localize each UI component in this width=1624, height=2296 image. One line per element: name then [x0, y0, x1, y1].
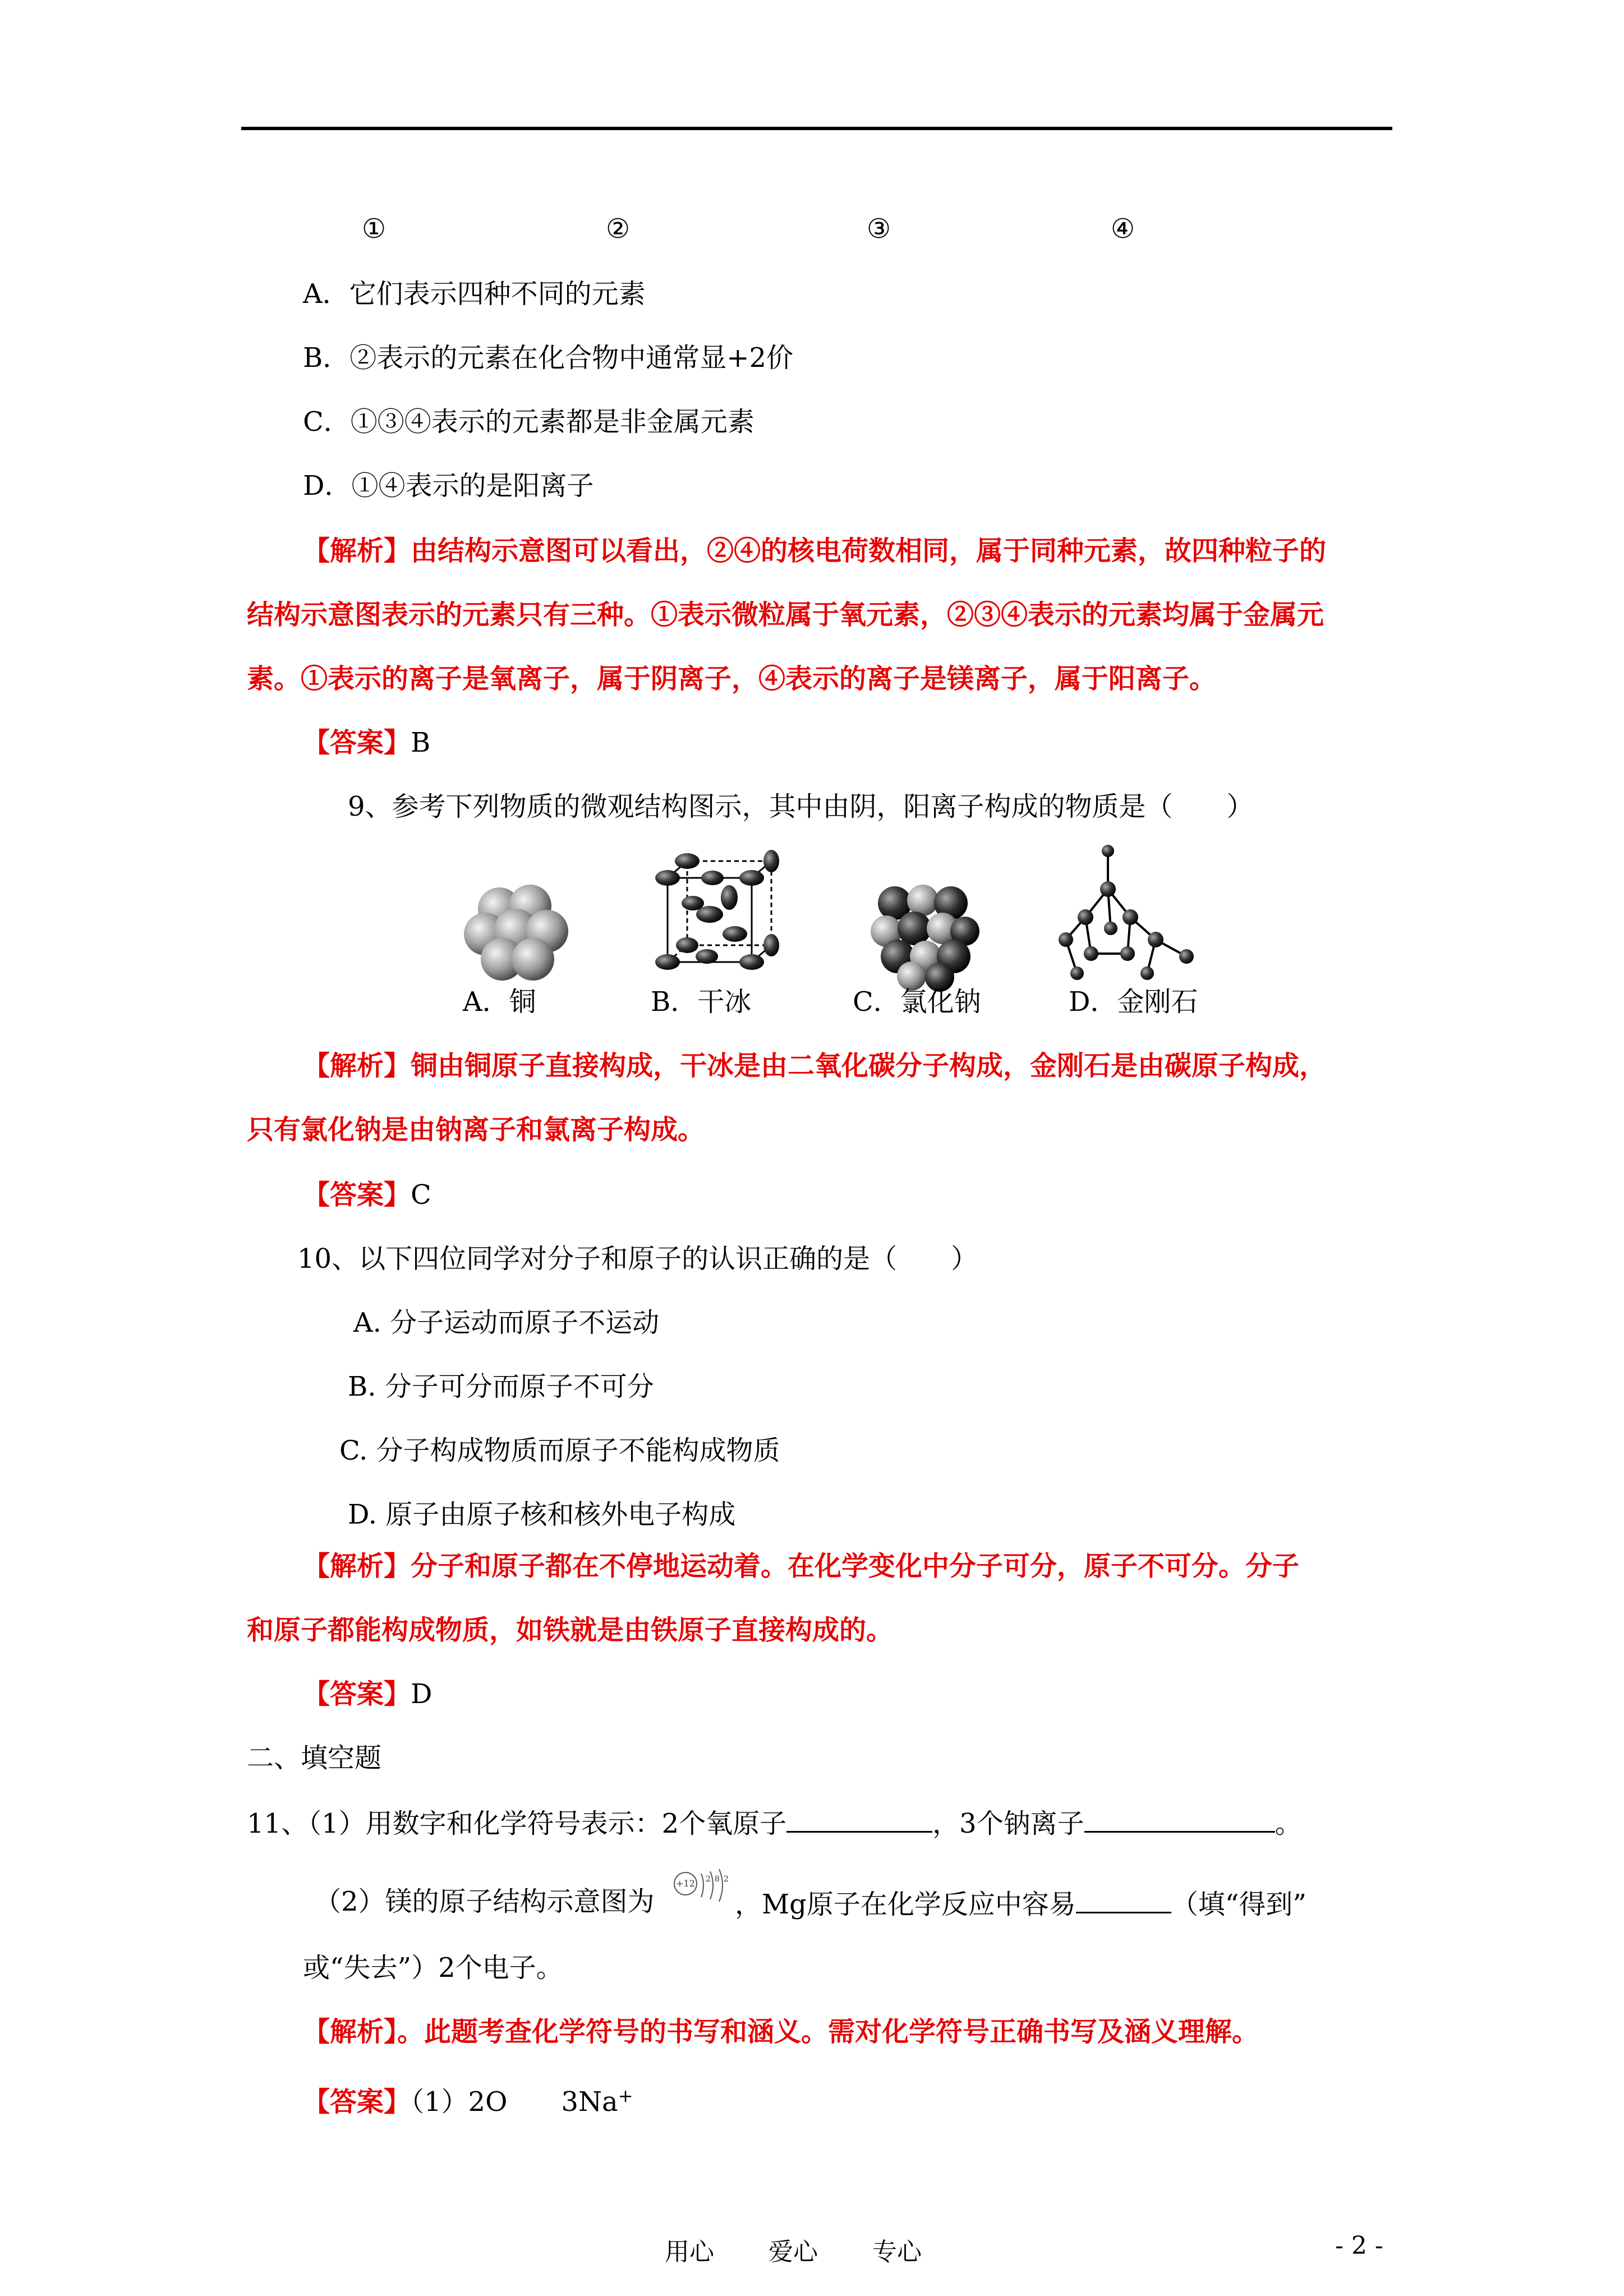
q8-answer: 【答案】B: [303, 727, 431, 758]
q10-option-c: C. 分子构成物质而原子不能构成物质: [339, 1435, 780, 1466]
diagram-label-2: ②: [606, 213, 631, 245]
q9-answer: 【答案】C: [303, 1179, 431, 1211]
q8-option-b: B．②表示的元素在化合物中通常显+2价: [303, 342, 794, 374]
footer-item-1: 用心: [665, 2238, 714, 2266]
diagram-label-3: ③: [867, 213, 891, 245]
q8-analysis-line-3: 素。①表示的离子是氧离子，属于阴离子，④表示的离子是镁离子，属于阳离子。: [247, 663, 1217, 694]
q10-option-b: B. 分子可分而原子不可分: [348, 1371, 654, 1402]
q9-analysis-line-1: 【解析】铜由铜原子直接构成，干冰是由二氧化碳分子构成，金刚石是由碳原子构成，: [303, 1050, 1327, 1082]
q8-analysis-tag: 【解析】: [303, 535, 411, 567]
q8-option-c: C．①③④表示的元素都是非金属元素: [303, 406, 755, 438]
q8-answer-tag: 【答案】: [303, 727, 411, 758]
q10-stem: 10、以下四位同学对分子和原子的认识正确的是（ ）: [297, 1243, 978, 1274]
diagram-nucleus-label: +12: [676, 1878, 695, 1889]
q11-analysis: 【解析】。此题考查化学符号的书写和涵义。需对化学符号正确书写及涵义理解。: [303, 2016, 1259, 2047]
diagram-shell-2: 8: [715, 1875, 720, 1884]
copper-structure-image: [460, 875, 578, 993]
q9-option-c: C．氯化钠: [853, 986, 981, 1018]
page-number: - 2 -: [1335, 2231, 1383, 2260]
footer-item-2: 爱心: [769, 2238, 818, 2266]
q8-option-d: D．①④表示的是阳离子: [303, 470, 594, 501]
diagram-label-4: ④: [1111, 213, 1135, 245]
gain-lose-blank[interactable]: [1076, 1885, 1171, 1913]
q8-option-a: A．它们表示四种不同的元素: [303, 278, 646, 310]
footer-item-3: 专心: [872, 2238, 922, 2266]
q11-answer: 【答案】（1）2O 3Na+: [303, 2085, 633, 2118]
sodium-chloride-structure-image: [864, 875, 982, 993]
q11-part2-rest: ，Mg原子在化学反应中容易 （填“得到”: [735, 1885, 1306, 1921]
q9-stem: 9、参考下列物质的微观结构图示，其中由阴，阳离子构成的物质是（ ）: [348, 791, 1254, 822]
q9-analysis-tag: 【解析】: [303, 1050, 411, 1082]
q11-part2-line-2: 或“失去”）2个电子。: [303, 1952, 563, 1984]
dry-ice-structure-image: [645, 844, 780, 1001]
oxygen-atoms-blank[interactable]: [786, 1804, 932, 1833]
q10-answer: 【答案】D: [303, 1678, 433, 1710]
q10-analysis-line-2: 和原子都能构成物质，如铁就是由铁原子直接构成的。: [247, 1614, 894, 1646]
magnesium-atom-structure-diagram: [669, 1862, 736, 1913]
q9-answer-tag: 【答案】: [303, 1179, 411, 1211]
q10-option-a: A. 分子运动而原子不运动: [353, 1307, 660, 1338]
sodium-ions-blank[interactable]: [1084, 1804, 1275, 1833]
section-title: 二、填空题: [247, 1742, 382, 1774]
diagram-shell-1: 2: [706, 1875, 711, 1884]
q10-analysis-line-1: 【解析】分子和原子都在不停地运动着。在化学变化中分子可分，原子不可分。分子: [303, 1550, 1300, 1582]
q10-answer-tag: 【答案】: [303, 1678, 411, 1710]
q10-option-d: D. 原子由原子核和核外电子构成: [348, 1499, 736, 1530]
q9-option-b: B．干冰: [651, 986, 752, 1018]
q9-option-a: A．铜: [463, 986, 536, 1018]
diamond-structure-image: [1049, 844, 1217, 1001]
diagram-label-1: ①: [362, 213, 387, 245]
q8-analysis-line-2: 结构示意图表示的元素只有三种。①表示微粒属于氧元素，②③④表示的元素均属于金属元: [247, 599, 1324, 631]
header-rule: [241, 127, 1392, 130]
q11-answer-tag: 【答案】: [303, 2086, 411, 2118]
q9-analysis-line-2: 只有氯化钠是由钠离子和氯离子构成。: [247, 1114, 705, 1145]
q11-part1-line: 11、（1）用数字和化学符号表示：2个氧原子 ，3个钠离子 。: [247, 1804, 1302, 1841]
q10-analysis-tag: 【解析】: [303, 1550, 411, 1582]
q8-analysis-line-1: 【解析】由结构示意图可以看出，②④的核电荷数相同，属于同种元素，故四种粒子的: [303, 535, 1327, 567]
diagram-shell-3: 2: [724, 1875, 729, 1884]
q11-part2-line: （2）镁的原子结构示意图为: [314, 1886, 655, 1917]
q9-option-d: D．金刚石: [1069, 986, 1198, 1018]
